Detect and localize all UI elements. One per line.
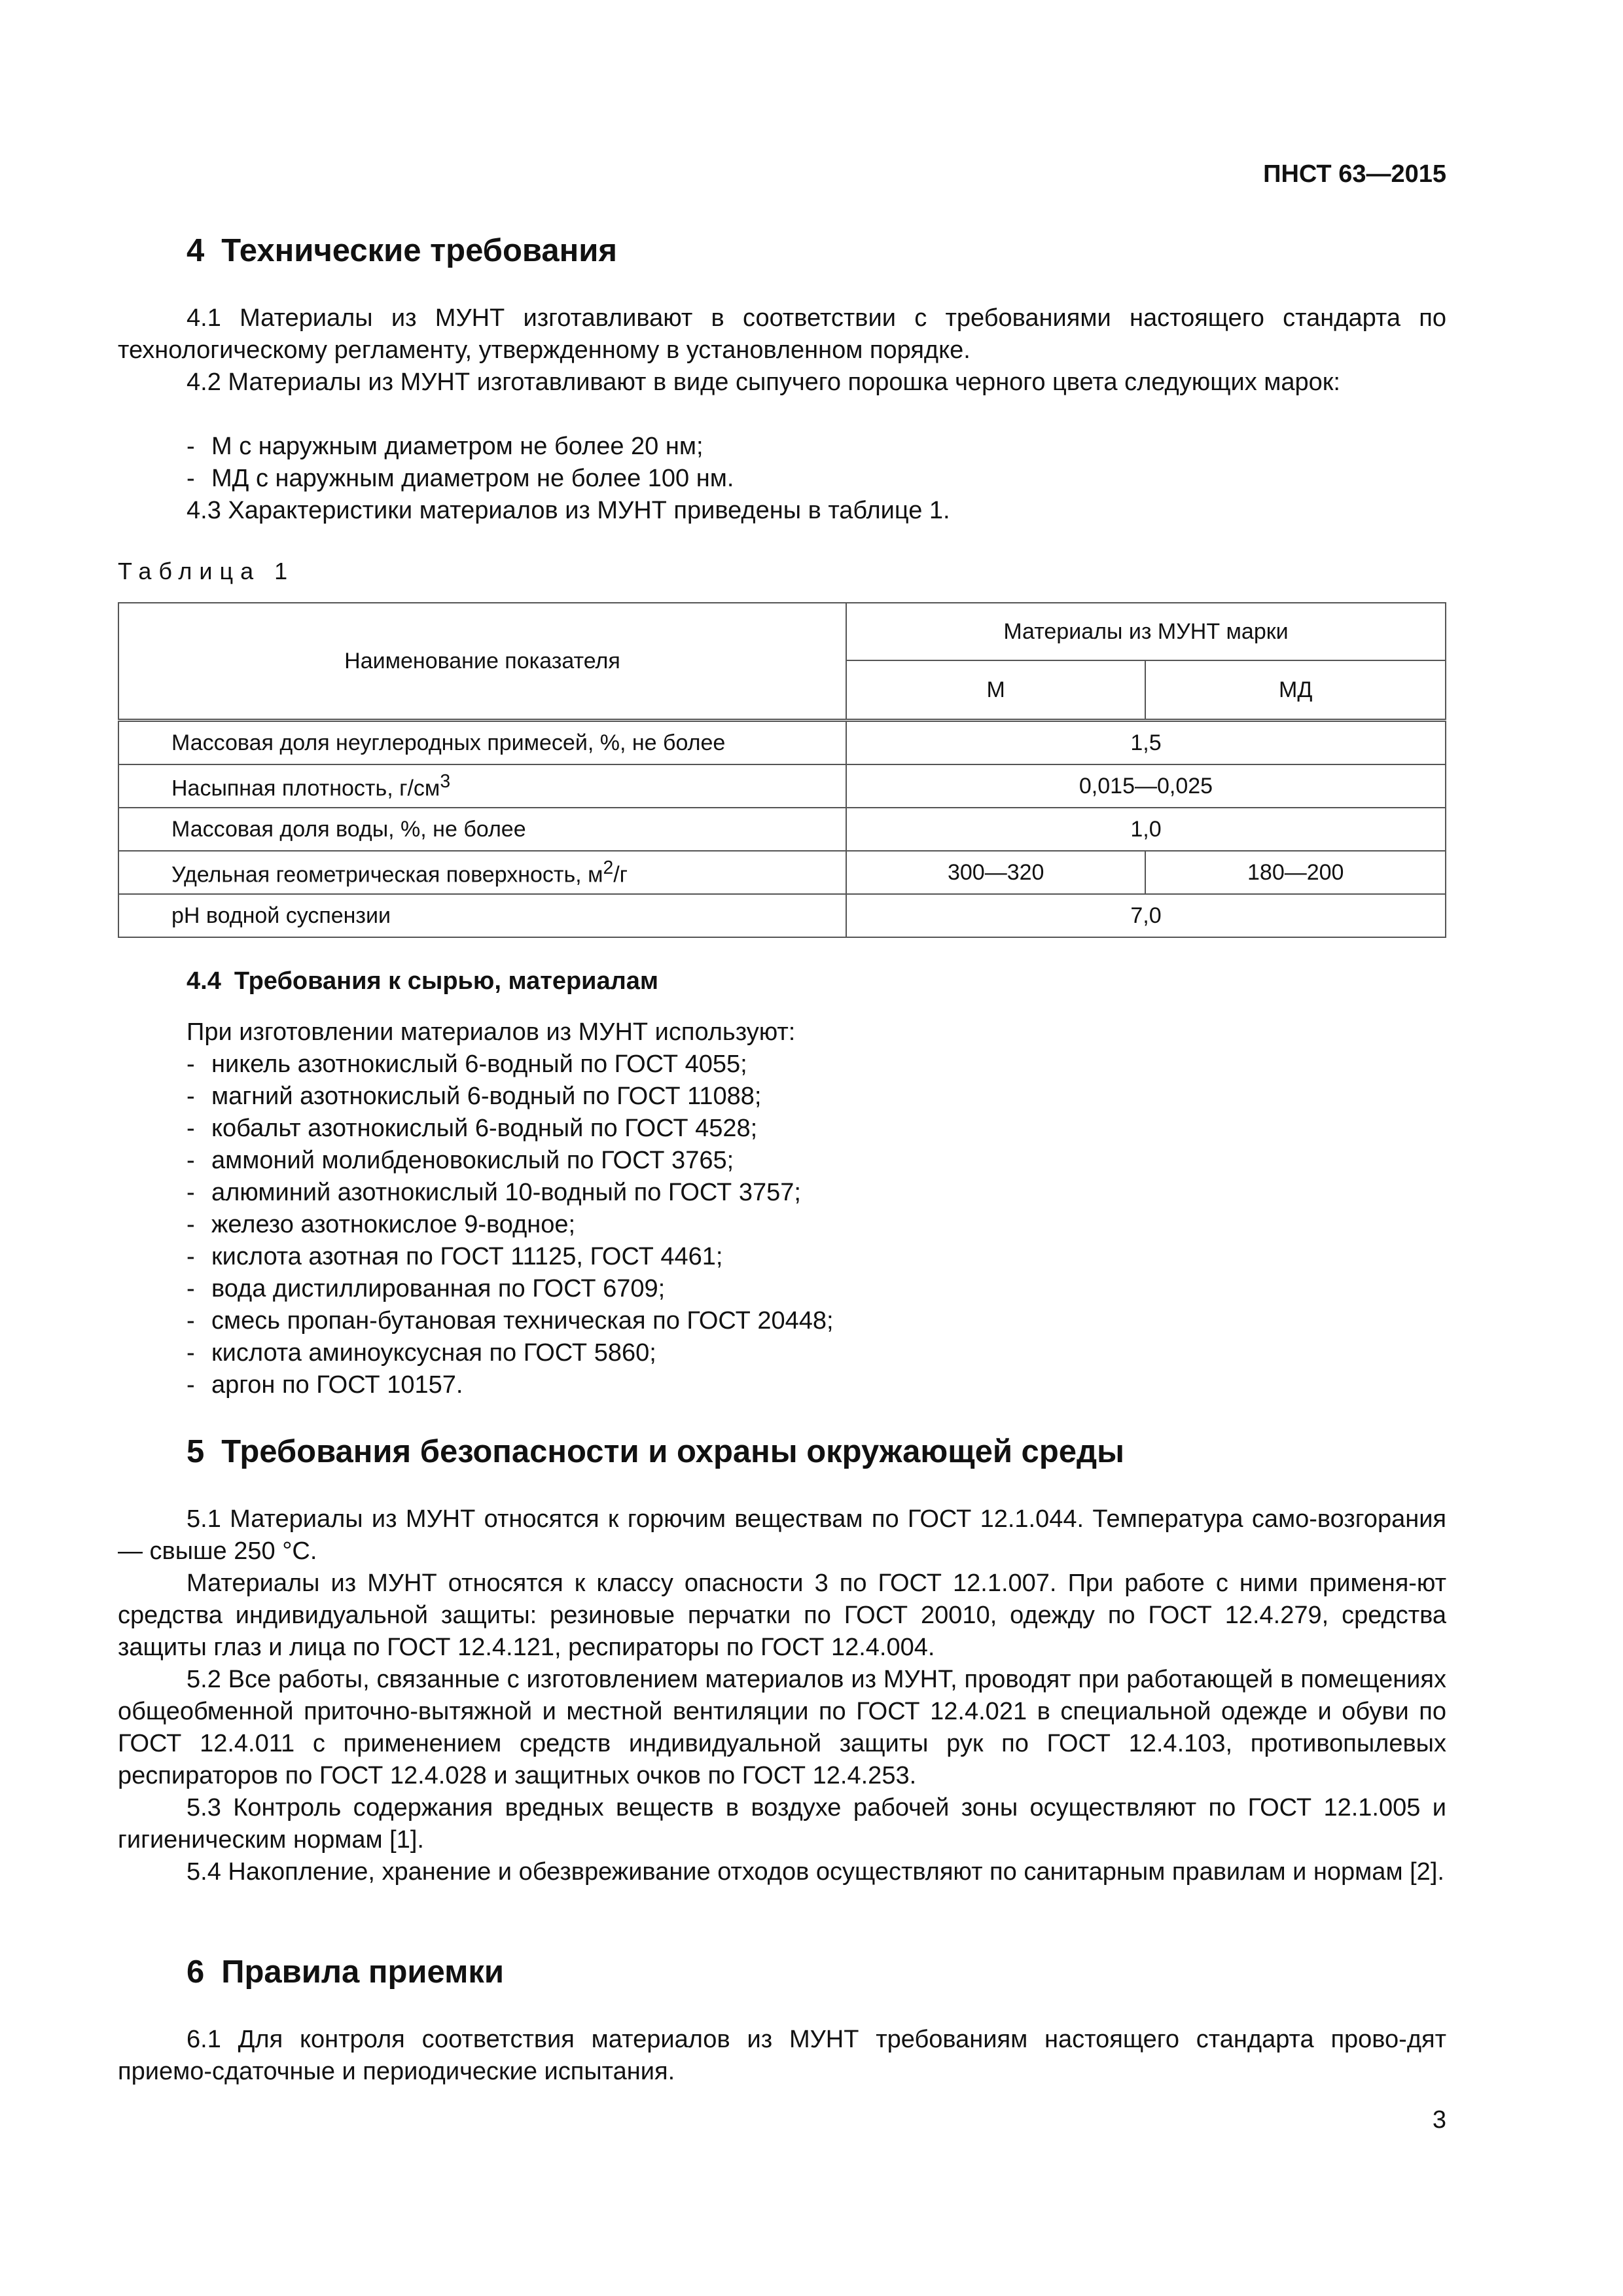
section-5-number: 5 <box>187 1434 205 1469</box>
row-name: pH водной суспензии <box>118 894 846 937</box>
paragraph-4-1: 4.1 Материалы из МУНТ изготавливают в соответствии с требованиями настоящего стандарта по технологическому регламенту, утвержденному в установленном порядке. <box>118 304 1446 364</box>
superscript: 3 <box>440 770 451 792</box>
row-value-m: 300—320 <box>846 851 1146 894</box>
paragraph-4-3: 4.3 Характеристики материалов из МУНТ приведены в таблице 1. <box>187 497 950 524</box>
section-6-number: 6 <box>187 1954 205 1990</box>
dash-marker: - <box>187 1339 195 1367</box>
list-item: - кислота аминоуксусная по ГОСТ 5860; <box>187 1337 834 1369</box>
paragraph-6-1: 6.1 Для контроля соответствия материалов из МУНТ требованиям настоящего стандарта прово-дят приемо-сдаточные и периодические испытания. <box>118 2026 1446 2085</box>
subsection-4-4-number: 4.4 <box>187 967 221 995</box>
section-4-heading <box>187 232 617 269</box>
dash-marker: - <box>187 465 195 492</box>
table-row <box>118 764 1446 808</box>
list-item: - кислота азотная по ГОСТ 11125, ГОСТ 4461; <box>187 1241 834 1273</box>
list-item: - МД с наружным диаметром не более 100 нм. <box>187 463 734 495</box>
section-4-title: Технические требования <box>221 233 617 268</box>
row-value: 1,0 <box>846 808 1446 851</box>
list-item: - аммоний молибденовокислый по ГОСТ 3765; <box>187 1145 834 1177</box>
dash-marker: - <box>187 1050 195 1078</box>
row-value: 7,0 <box>846 894 1446 937</box>
paragraph-4-2: 4.2 Материалы из МУНТ изготавливают в виде сыпучего порошка черного цвета следующих марок: <box>187 368 1340 396</box>
dash-marker: - <box>187 1083 195 1110</box>
superscript: 2 <box>603 857 614 878</box>
materials-intro: При изготовлении материалов из МУНТ используют: <box>187 1018 796 1046</box>
row-name: Массовая доля неуглеродных примесей, %, не более <box>118 721 846 765</box>
list-item: - магний азотнокислый 6-водный по ГОСТ 11088; <box>187 1081 834 1113</box>
section-5-title: Требования безопасности и охраны окружающей среды <box>221 1434 1124 1469</box>
dash-marker: - <box>187 1179 195 1206</box>
characteristics-table <box>118 602 1446 938</box>
table-row <box>118 721 1446 765</box>
section-6-title: Правила приемки <box>221 1954 505 1990</box>
dash-marker: - <box>187 1115 195 1142</box>
dash-marker: - <box>187 1211 195 1238</box>
row-name: Массовая доля воды, %, не более <box>118 808 846 851</box>
row-value: 0,015—0,025 <box>846 764 1446 808</box>
row-value: 1,5 <box>846 721 1446 765</box>
dash-marker: - <box>187 1307 195 1335</box>
document-code: ПНСТ 63—2015 <box>1263 160 1446 188</box>
materials-list <box>187 1049 834 1401</box>
table-row <box>118 851 1446 894</box>
row-name: Насыпная плотность, $г/см^3$ <box>118 764 846 808</box>
section-4-number: 4 <box>187 233 205 268</box>
subsection-4-4-title: Требования к сырью, материалам <box>234 967 659 995</box>
paragraph-5-4: 5.4 Накопление, хранение и обезвреживание отходов осуществляют по санитарным правилам и нормам [2]. <box>187 1858 1444 1886</box>
list-item: - М с наружным диаметром не более 20 нм; <box>187 431 734 463</box>
col-header-group: Материалы из МУНТ марки <box>846 603 1446 660</box>
page-number: 3 <box>1432 2106 1446 2134</box>
col-header-m: М <box>846 660 1146 721</box>
dash-marker: - <box>187 1371 195 1399</box>
list-item: - вода дистиллированная по ГОСТ 6709; <box>187 1273 834 1305</box>
dash-marker: - <box>187 433 195 460</box>
paragraph-5-3: 5.3 Контроль содержания вредных веществ в воздухе рабочей зоны осуществляют по ГОСТ 12.1.005 и гигиеническим нормам [1]. <box>118 1794 1446 1854</box>
section-6-heading <box>187 1954 504 1990</box>
dash-marker: - <box>187 1147 195 1174</box>
list-item: - алюминий азотнокислый 10-водный по ГОСТ 3757; <box>187 1177 834 1209</box>
table-row <box>118 808 1446 851</box>
dash-marker: - <box>187 1275 195 1302</box>
list-item: - кобальт азотнокислый 6-водный по ГОСТ 4528; <box>187 1113 834 1145</box>
col-header-md: МД <box>1145 660 1446 721</box>
paragraph-5-1-continued: Материалы из МУНТ относятся к классу опасности 3 по ГОСТ 12.1.007. При работе с ними применя-ют средства индивидуальной защиты: резиновые перчатки по ГОСТ 20010, одежду по ГОСТ 12.4.279, средства защиты глаз и лица по ГОСТ 12.4.121, респираторы по ГОСТ 12.4.004. <box>118 1570 1446 1661</box>
dash-marker: - <box>187 1243 195 1270</box>
row-name: Удельная геометрическая поверхность, $м^2/г$ <box>118 851 846 894</box>
table-caption: Таблица 1 <box>118 558 295 584</box>
list-item: - никель азотнокислый 6-водный по ГОСТ 4055; <box>187 1049 834 1081</box>
list-item: - смесь пропан-бутановая техническая по ГОСТ 20448; <box>187 1305 834 1337</box>
row-value-md: 180—200 <box>1145 851 1446 894</box>
col-header-name: Наименование показателя <box>118 603 846 721</box>
paragraph-5-2: 5.2 Все работы, связанные с изготовлением материалов из МУНТ, проводят при работающей в помещениях общеобменной приточно-вытяжной и местной вентиляции по ГОСТ 12.4.021 в специальной одежде и обуви по ГОСТ 12.4.011 с применением средств индивидуальной защиты рук по ГОСТ 12.4.103, противопылевых респираторов по ГОСТ 12.4.028 и защитных очков по ГОСТ 12.4.253. <box>118 1666 1446 1789</box>
section-5-heading <box>187 1433 1124 1470</box>
subsection-4-4-heading <box>187 967 658 996</box>
list-item: - железо азотнокислое 9-водное; <box>187 1209 834 1241</box>
paragraph-5-1: 5.1 Материалы из МУНТ относятся к горючим веществам по ГОСТ 12.1.044. Температура само-возгорания — свыше 250 °С. <box>118 1505 1446 1565</box>
list-item: - аргон по ГОСТ 10157. <box>187 1369 834 1401</box>
grades-list <box>187 431 734 495</box>
table-row <box>118 894 1446 937</box>
